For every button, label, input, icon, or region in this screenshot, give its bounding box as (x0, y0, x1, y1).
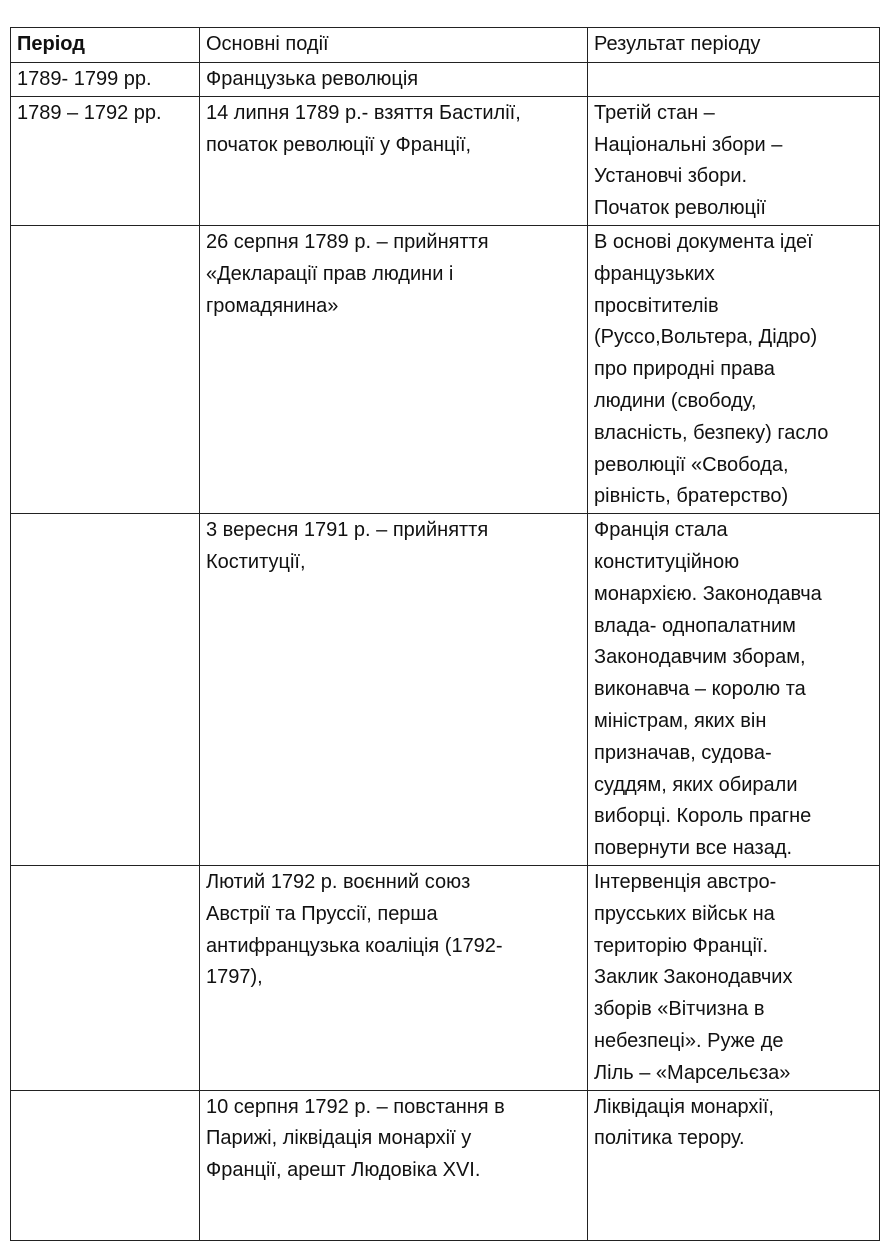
events-cell (200, 225, 588, 513)
result-cell (588, 96, 880, 225)
cell-line: (Руссо,Вольтера, Дідро) (594, 326, 818, 349)
cell-line: пруcських військ на (594, 902, 775, 925)
cell-line: Установчі збори. (594, 165, 748, 188)
cell-line: початок революції у Франції, (206, 133, 472, 156)
cell-line: 3 вересня 1791 р. – прийняття (206, 519, 489, 542)
cell-line: 1789 – 1792 рр. (17, 101, 162, 124)
cell-line: 1789- 1799 рр. (17, 68, 152, 90)
cell-line: рівність, братерство) (594, 485, 789, 508)
cell-line: Франція стала (594, 519, 728, 542)
cell-line: небезпеці». Руже де (594, 1029, 784, 1052)
events-cell (200, 514, 588, 866)
result-cell (588, 1090, 880, 1240)
cell-line: повернути все назад. (594, 837, 793, 860)
events-cell (200, 63, 588, 97)
table-row (11, 63, 880, 97)
header-cell-period: Період (11, 28, 200, 63)
table-row (11, 96, 880, 225)
cell-line: про природні права (594, 358, 775, 381)
header-cell-events: Основні події (200, 28, 588, 63)
cell-line: суддям, яких обирали (594, 773, 798, 796)
result-cell (588, 514, 880, 866)
table-header-row (11, 28, 880, 63)
cell-line: просвітителів (594, 294, 719, 317)
table-row (11, 225, 880, 513)
cell-line: революції «Свобода, (594, 453, 789, 476)
cell-line: 14 липня 1789 р.- взяття Бастилії, (206, 101, 521, 124)
table-row (11, 514, 880, 866)
cell-line: зборів «Вітчизна в (594, 998, 765, 1021)
cell-line: територію Франції. (594, 934, 769, 957)
cell-line: власність, безпеку) гасло (594, 421, 829, 444)
cell-line: людини (свободу, (594, 389, 757, 412)
period-cell (11, 96, 200, 225)
cell-line: міністрам, яких він (594, 709, 767, 732)
header-cell-result: Результат періоду (588, 28, 880, 63)
table-row (11, 1090, 880, 1240)
cell-line: виконавча – королю та (594, 678, 806, 701)
table-row (11, 865, 880, 1090)
cell-line: антифранцузька коаліція (1792- (206, 934, 503, 957)
cell-line: В основі документа ідеї (594, 230, 813, 253)
period-cell (11, 865, 200, 1090)
cell-line: політика терору. (594, 1127, 745, 1150)
cell-line: Лютий 1792 р. воєнний союз (206, 870, 471, 893)
events-cell (200, 96, 588, 225)
cell-line: Національні збори – (594, 133, 783, 156)
cell-line: Заклик Законодавчих (594, 966, 793, 989)
cell-line: Французька революція (206, 68, 419, 90)
period-cell (11, 514, 200, 866)
cell-line: Третій стан – (594, 101, 715, 124)
period-cell (11, 1090, 200, 1240)
cell-line: виборці. Король прагне (594, 805, 812, 828)
period-cell (11, 63, 200, 97)
cell-line: французьких (594, 262, 715, 285)
cell-line: Ліквідація монархії, (594, 1095, 774, 1118)
events-cell (200, 865, 588, 1090)
cell-line: «Декларації прав людини і (206, 262, 454, 285)
result-cell (588, 63, 880, 97)
period-cell (11, 225, 200, 513)
cell-line: громадянина» (206, 294, 339, 317)
history-table (10, 27, 880, 1241)
cell-line: Законодавчим зборам, (594, 646, 806, 669)
cell-line: Ліль – «Марсельєза» (594, 1061, 791, 1084)
cell-line: Початок революції (594, 197, 766, 220)
cell-line: Австрії та Пруссії, перша (206, 902, 438, 925)
cell-line: Коституції, (206, 550, 306, 573)
cell-line: конституційною (594, 550, 740, 573)
result-cell (588, 225, 880, 513)
result-cell (588, 865, 880, 1090)
cell-line: призначав, судова- (594, 741, 772, 764)
cell-line: влада- однопалатним (594, 614, 796, 637)
cell-line: 1797), (206, 966, 263, 989)
cell-line: 10 серпня 1792 р. – повстання в (206, 1095, 505, 1118)
cell-line: монархією. Законодавча (594, 582, 822, 605)
cell-line: Франції, арешт Людовіка XVI. (206, 1159, 481, 1182)
cell-line: 26 серпня 1789 р. – прийняття (206, 230, 489, 253)
cell-line: Парижі, ліквідація монархії у (206, 1127, 472, 1150)
events-cell (200, 1090, 588, 1240)
cell-line: Інтервенція австро- (594, 870, 777, 893)
